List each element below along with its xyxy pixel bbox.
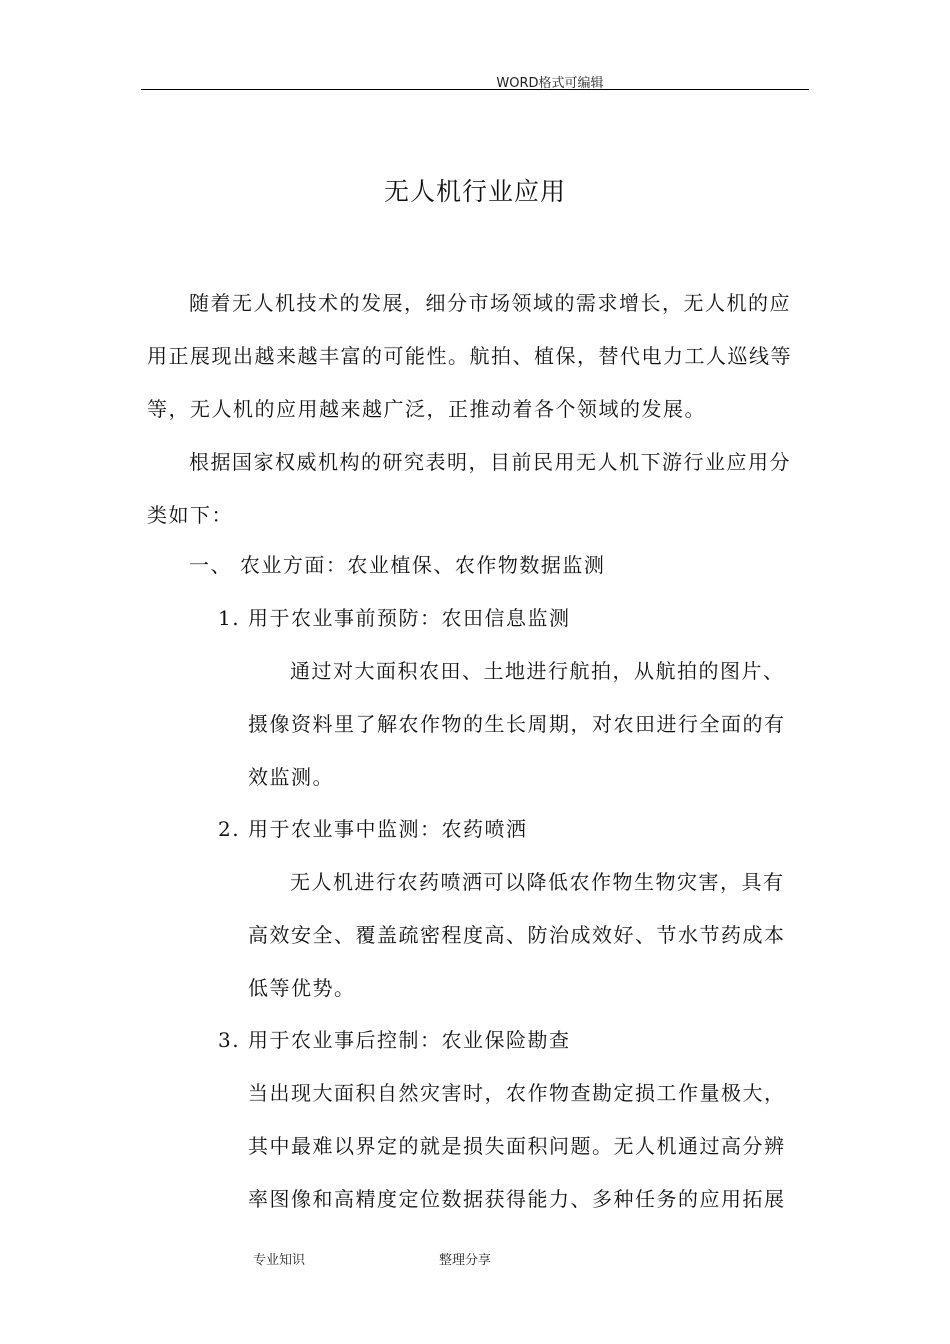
intro-line: 用正展现出越来越丰富的可能性。航拍、植保，替代电力工人巡线等 bbox=[147, 344, 792, 368]
intro-line: 等，无人机的应用越来越广泛，正推动着各个领域的发展。 bbox=[147, 397, 706, 421]
header-divider bbox=[141, 89, 809, 90]
item-line: 效监测。 bbox=[248, 765, 334, 789]
section-heading-text: 一、 农业方面：农业植保、农作物数据监测 bbox=[189, 553, 606, 577]
item-paragraph-1 bbox=[248, 645, 786, 804]
item-paragraph-3 bbox=[248, 1067, 786, 1226]
item-line: 率图像和高精度定位数据获得能力、多种任务的应用拓展 bbox=[248, 1187, 786, 1211]
item-heading-2 bbox=[218, 803, 527, 856]
item-heading-text: 3. 用于农业事后控制：农业保险勘查 bbox=[218, 1028, 571, 1052]
item-line: 低等优势。 bbox=[248, 976, 356, 1000]
item-paragraph-2 bbox=[248, 856, 786, 1015]
item-line: 通过对大面积农田、土地进行航拍，从航拍的图片、 bbox=[290, 659, 785, 683]
intro-line: 随着无人机技术的发展，细分市场领域的需求增长，无人机的应 bbox=[189, 291, 791, 315]
intro-paragraph bbox=[147, 277, 792, 436]
item-line: 高效安全、覆盖疏密程度高、防治成效好、节水节药成本 bbox=[248, 923, 786, 947]
footer-right-text: 整理分享 bbox=[439, 1253, 492, 1268]
classification-line: 根据国家权威机构的研究表明，目前民用无人机下游行业应用分 bbox=[189, 450, 791, 474]
item-line: 无人机进行农药喷洒可以降低农作物生物灾害，具有 bbox=[290, 870, 785, 894]
item-heading-3 bbox=[218, 1014, 570, 1067]
section-heading-agriculture bbox=[189, 539, 605, 592]
classification-line: 类如下： bbox=[147, 503, 233, 527]
footer-left-text: 专业知识 bbox=[253, 1253, 306, 1268]
item-heading-text: 2. 用于农业事中监测：农药喷洒 bbox=[218, 817, 528, 841]
item-heading-text: 1. 用于农业事前预防：农田信息监测 bbox=[218, 606, 571, 630]
page-header-text: WORD格式可编辑 bbox=[496, 76, 604, 91]
classification-paragraph bbox=[147, 436, 791, 542]
item-line: 其中最难以界定的就是损失面积问题。无人机通过高分辨 bbox=[248, 1134, 786, 1158]
document-title: 无人机行业应用 bbox=[383, 177, 566, 206]
item-heading-1 bbox=[218, 592, 570, 645]
item-line: 摄像资料里了解农作物的生长周期，对农田进行全面的有 bbox=[248, 712, 786, 736]
item-line: 当出现大面积自然灾害时，农作物查勘定损工作量极大， bbox=[248, 1081, 786, 1105]
